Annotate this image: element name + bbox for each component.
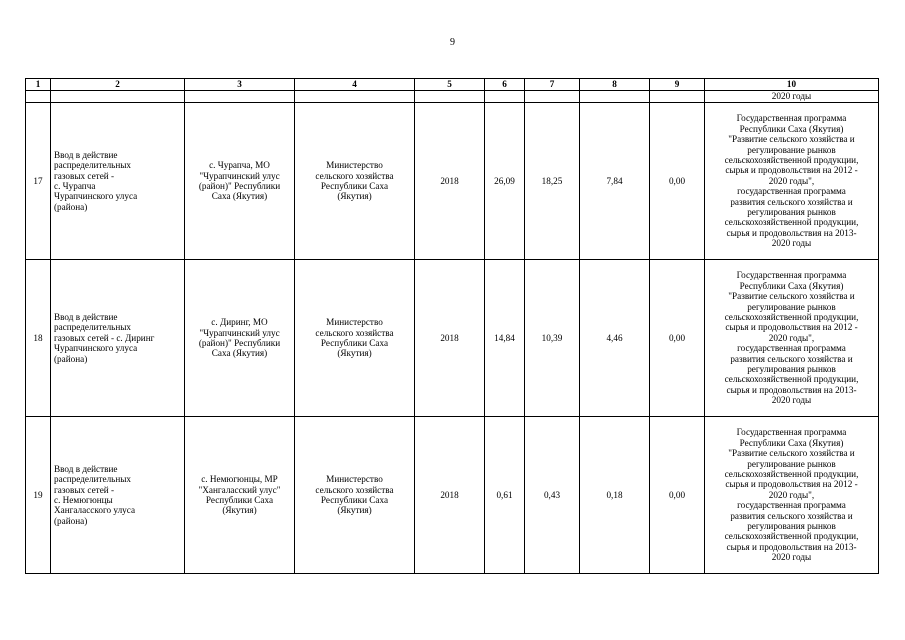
value-col7: 0,43 xyxy=(525,417,580,574)
column-header: 7 xyxy=(525,79,580,91)
value-col9: 0,00 xyxy=(650,103,705,260)
column-header: 8 xyxy=(580,79,650,91)
value-col7: 10,39 xyxy=(525,260,580,417)
year: 2018 xyxy=(415,103,485,260)
table-row xyxy=(26,417,879,574)
value-col9: 0,00 xyxy=(650,260,705,417)
row-number: 19 xyxy=(26,417,51,574)
column-header: 6 xyxy=(485,79,525,91)
customer: Министерство сельского хозяйства Республики Саха (Якутия) xyxy=(295,260,415,417)
header-row xyxy=(26,79,879,91)
column-header: 9 xyxy=(650,79,705,91)
program-cell: Государственная программа Республики Саха (Якутия) "Развитие сельского хозяйства и регулирование рынков сельскохозяйственной продукции, сырья и продовольствия на 2012 - 2020 годы", государственная программа развития сельского хозяйства и регулирования рынков сельскохозяйственной продукции, сырья и продовольствия на 2013- 2020 годы xyxy=(705,103,879,260)
customer: Министерство сельского хозяйства Республики Саха (Якутия) xyxy=(295,103,415,260)
program-cell: 2020 годы xyxy=(705,91,879,103)
object-location: с. Чурапча, МО "Чурапчинский улус (район)" Республики Саха (Якутия) xyxy=(185,103,295,260)
value-col6: 0,61 xyxy=(485,417,525,574)
object-name: Ввод в действие распределительных газовых сетей - с. Чурапча Чурапчинского улуса (района) xyxy=(51,103,185,260)
year: 2018 xyxy=(415,260,485,417)
object-name: Ввод в действие распределительных газовых сетей - с. Немюгюнцы Хангаласского улуса (района) xyxy=(51,417,185,574)
table-row xyxy=(26,260,879,417)
program-table xyxy=(25,78,879,574)
page-number: 9 xyxy=(450,37,455,48)
program-cell: Государственная программа Республики Саха (Якутия) "Развитие сельского хозяйства и регулирование рынков сельскохозяйственной продукции, сырья и продовольствия на 2012 - 2020 годы", государственная программа развития сельского хозяйства и регулирования рынков сельскохозяйственной продукции, сырья и продовольствия на 2013- 2020 годы xyxy=(705,260,879,417)
table-row xyxy=(26,103,879,260)
value-col8: 7,84 xyxy=(580,103,650,260)
column-header: 1 xyxy=(26,79,51,91)
value-col6: 26,09 xyxy=(485,103,525,260)
column-header: 4 xyxy=(295,79,415,91)
column-header: 5 xyxy=(415,79,485,91)
value-col8: 4,46 xyxy=(580,260,650,417)
value-col9: 0,00 xyxy=(650,417,705,574)
column-header: 3 xyxy=(185,79,295,91)
row-number: 18 xyxy=(26,260,51,417)
value-col6: 14,84 xyxy=(485,260,525,417)
object-location: с. Немюгюнцы, МР "Хангаласский улус" Республики Саха (Якутия) xyxy=(185,417,295,574)
object-name: Ввод в действие распределительных газовых сетей - с. Диринг Чурапчинского улуса (района) xyxy=(51,260,185,417)
customer: Министерство сельского хозяйства Республики Саха (Якутия) xyxy=(295,417,415,574)
value-col7: 18,25 xyxy=(525,103,580,260)
column-header: 2 xyxy=(51,79,185,91)
program-cell: Государственная программа Республики Саха (Якутия) "Развитие сельского хозяйства и регулирование рынков сельскохозяйственной продукции, сырья и продовольствия на 2012 - 2020 годы", государственная программа развития сельского хозяйства и регулирования рынков сельскохозяйственной продукции, сырья и продовольствия на 2013- 2020 годы xyxy=(705,417,879,574)
column-header: 10 xyxy=(705,79,879,91)
object-location: с. Диринг, МО "Чурапчинский улус (район)" Республики Саха (Якутия) xyxy=(185,260,295,417)
value-col8: 0,18 xyxy=(580,417,650,574)
row-number: 17 xyxy=(26,103,51,260)
year: 2018 xyxy=(415,417,485,574)
continuation-row xyxy=(26,91,879,103)
